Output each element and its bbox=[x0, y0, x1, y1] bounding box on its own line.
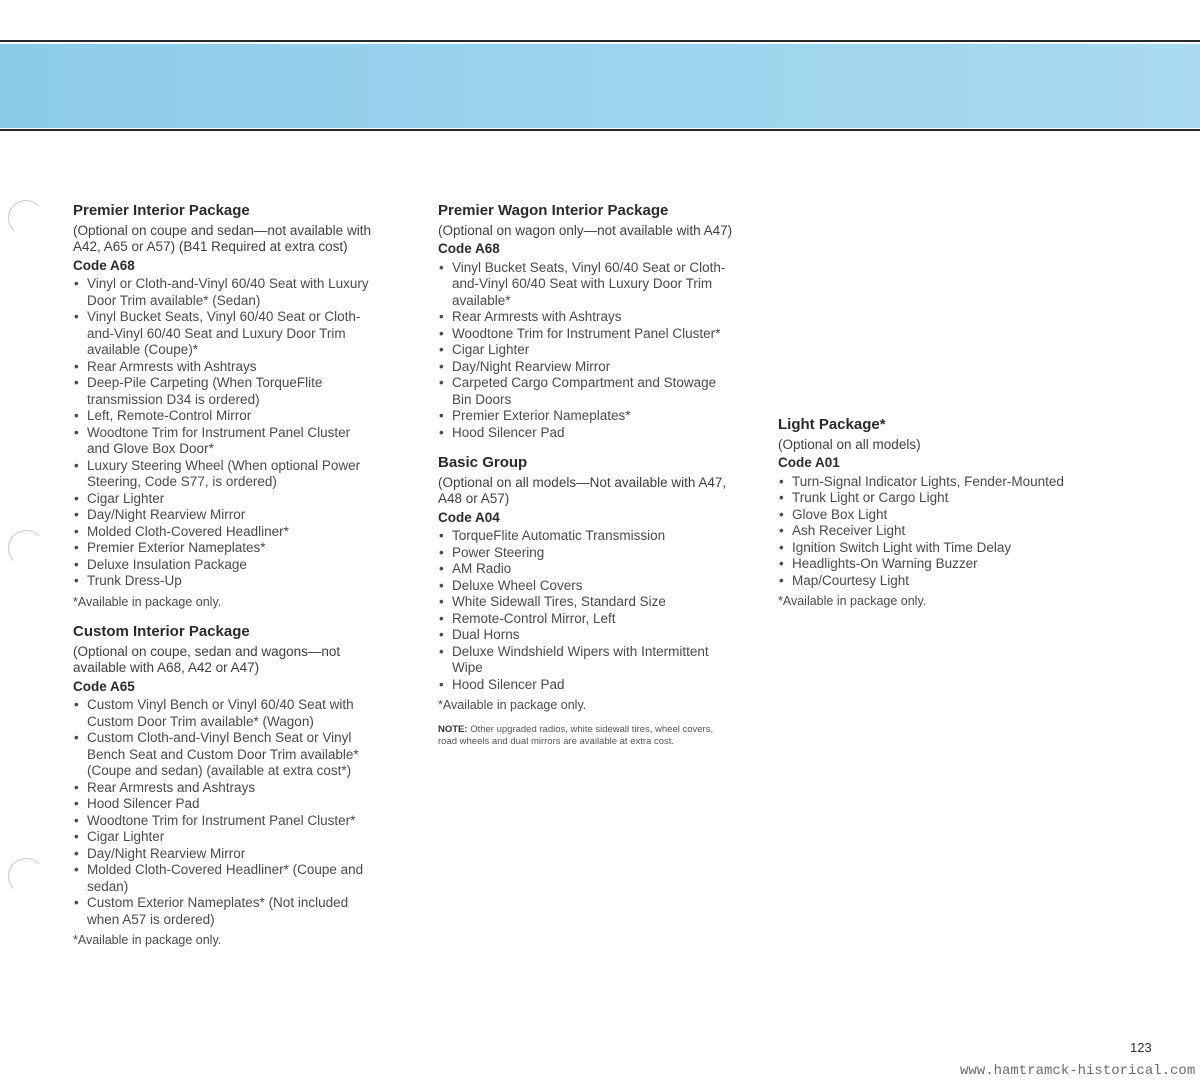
section-availability-note: (Optional on coupe and sedan—not available with A42, A65 or A57) (B41 Required at extra cost) bbox=[73, 222, 371, 254]
list-item: • Deep-Pile Carpeting (When TorqueFlite transmission D34 is ordered) bbox=[73, 375, 373, 408]
list-item: • Rear Armrests with Ashtrays bbox=[438, 309, 738, 326]
list-item: • Remote-Control Mirror, Left bbox=[438, 611, 738, 628]
section-title: Custom Interior Package bbox=[73, 623, 250, 640]
binder-hole-mark bbox=[8, 530, 44, 566]
list-item: • Trunk Dress-Up bbox=[73, 573, 373, 590]
column-middle bbox=[438, 203, 738, 762]
section-code: Code A68 bbox=[438, 241, 500, 256]
list-item: • Deluxe Windshield Wipers with Intermittent Wipe bbox=[438, 644, 738, 677]
list-item: • Rear Armrests with Ashtrays bbox=[73, 359, 373, 376]
header-bottom-rule bbox=[0, 129, 1200, 131]
list-item: • Deluxe Insulation Package bbox=[73, 557, 373, 574]
premier-wagon-interior-package bbox=[438, 203, 738, 441]
section-title: Premier Interior Package bbox=[73, 202, 250, 219]
section-availability-note: (Optional on coupe, sedan and wagons—not available with A68, A42 or A47) bbox=[73, 643, 341, 675]
section-availability-note: (Optional on wagon only—not available with A47) bbox=[438, 222, 733, 238]
list-item: • Vinyl Bucket Seats, Vinyl 60/40 Seat or Cloth-and-Vinyl 60/40 Seat and Luxury Door Trim available (Coupe)* bbox=[73, 309, 373, 359]
column-right bbox=[778, 417, 1078, 624]
list-item: • Custom Vinyl Bench or Vinyl 60/40 Seat with Custom Door Trim available* (Wagon) bbox=[73, 697, 373, 730]
section-code: Code A65 bbox=[73, 678, 135, 694]
feature-list bbox=[438, 528, 738, 693]
list-item: • Glove Box Light bbox=[778, 507, 1078, 524]
header-top-rule bbox=[0, 40, 1200, 42]
list-item: • TorqueFlite Automatic Transmission bbox=[438, 528, 738, 545]
feature-list bbox=[778, 474, 1078, 590]
basic-group bbox=[438, 455, 738, 748]
list-item: • Woodtone Trim for Instrument Panel Cluster* bbox=[438, 326, 738, 343]
list-item: • Rear Armrests and Ashtrays bbox=[73, 780, 373, 797]
list-item: • Woodtone Trim for Instrument Panel Cluster and Glove Box Door* bbox=[73, 425, 373, 458]
page-number: 123 bbox=[1130, 1040, 1152, 1055]
list-item: • Power Steering bbox=[438, 545, 738, 562]
list-item: • Ash Receiver Light bbox=[778, 523, 1078, 540]
list-item: • Hood Silencer Pad bbox=[438, 425, 738, 442]
footnote: *Available in package only. bbox=[73, 594, 222, 609]
list-item: • Cigar Lighter bbox=[438, 342, 738, 359]
list-item: • Luxury Steering Wheel (When optional Power Steering, Code S77, is ordered) bbox=[73, 458, 373, 491]
list-item: • Headlights-On Warning Buzzer bbox=[778, 556, 1078, 573]
list-item: • Vinyl or Cloth-and-Vinyl 60/40 Seat with Luxury Door Trim available* (Sedan) bbox=[73, 276, 373, 309]
binder-hole-mark bbox=[8, 200, 44, 236]
header-color-band bbox=[0, 44, 1200, 128]
footnote: *Available in package only. bbox=[778, 594, 927, 608]
list-item: • Carpeted Cargo Compartment and Stowage Bin Doors bbox=[438, 375, 738, 408]
list-item: • Premier Exterior Nameplates* bbox=[73, 540, 373, 557]
list-item: • Cigar Lighter bbox=[73, 829, 373, 846]
list-item: • Hood Silencer Pad bbox=[438, 677, 738, 694]
extra-cost-note bbox=[438, 724, 728, 748]
list-item: • Molded Cloth-Covered Headliner* (Coupe and sedan) bbox=[73, 862, 373, 895]
footnote: *Available in package only. bbox=[438, 698, 587, 712]
list-item: • Dual Horns bbox=[438, 627, 738, 644]
list-item: • White Sidewall Tires, Standard Size bbox=[438, 594, 738, 611]
website-watermark: www.hamtramck-historical.com bbox=[960, 1063, 1196, 1079]
list-item: • Trunk Light or Cargo Light bbox=[778, 490, 1078, 507]
list-item: • Day/Night Rearview Mirror bbox=[73, 846, 373, 863]
light-package bbox=[778, 417, 1078, 610]
list-item: • Cigar Lighter bbox=[73, 491, 373, 508]
section-code: Code A04 bbox=[438, 509, 500, 525]
list-item: • Map/Courtesy Light bbox=[778, 573, 1078, 590]
feature-list bbox=[73, 276, 373, 590]
section-availability-note: (Optional on all models—Not available with A47, A48 or A57) bbox=[438, 474, 727, 506]
custom-interior-package bbox=[73, 624, 373, 949]
note-label: NOTE: bbox=[438, 723, 468, 735]
section-code: Code A01 bbox=[778, 455, 840, 470]
list-item: • Premier Exterior Nameplates* bbox=[438, 408, 738, 425]
binder-hole-mark bbox=[8, 858, 44, 894]
footnote: *Available in package only. bbox=[73, 933, 222, 947]
list-item: • Hood Silencer Pad bbox=[73, 796, 373, 813]
section-availability-note: (Optional on all models) bbox=[778, 436, 921, 452]
list-item: • Custom Cloth-and-Vinyl Bench Seat or Vinyl Bench Seat and Custom Door Trim available* (Coupe and sedan) (available at extra cost*) bbox=[73, 730, 373, 780]
section-title: Light Package* bbox=[778, 416, 886, 433]
list-item: • Woodtone Trim for Instrument Panel Cluster* bbox=[73, 813, 373, 830]
premier-interior-package bbox=[73, 203, 373, 610]
section-code: Code A68 bbox=[73, 257, 135, 273]
list-item: • Left, Remote-Control Mirror bbox=[73, 408, 373, 425]
list-item: • Vinyl Bucket Seats, Vinyl 60/40 Seat or Cloth-and-Vinyl 60/40 Seat with Luxury Door Trim available* bbox=[438, 260, 738, 310]
list-item: • Day/Night Rearview Mirror bbox=[438, 359, 738, 376]
list-item: • Custom Exterior Nameplates* (Not included when A57 is ordered) bbox=[73, 895, 373, 928]
section-title: Basic Group bbox=[438, 454, 528, 471]
column-left bbox=[73, 203, 373, 963]
note-text: Other upgraded radios, white sidewall tires, wheel covers, road wheels and dual mirrors are available at extra cost. bbox=[438, 723, 714, 747]
section-title: Premier Wagon Interior Package bbox=[438, 202, 669, 219]
feature-list bbox=[73, 697, 373, 928]
list-item: • Deluxe Wheel Covers bbox=[438, 578, 738, 595]
feature-list bbox=[438, 260, 738, 442]
list-item: • Ignition Switch Light with Time Delay bbox=[778, 540, 1078, 557]
list-item: • Day/Night Rearview Mirror bbox=[73, 507, 373, 524]
list-item: • Turn-Signal Indicator Lights, Fender-Mounted bbox=[778, 474, 1078, 491]
list-item: • Molded Cloth-Covered Headliner* bbox=[73, 524, 373, 541]
list-item: • AM Radio bbox=[438, 561, 738, 578]
